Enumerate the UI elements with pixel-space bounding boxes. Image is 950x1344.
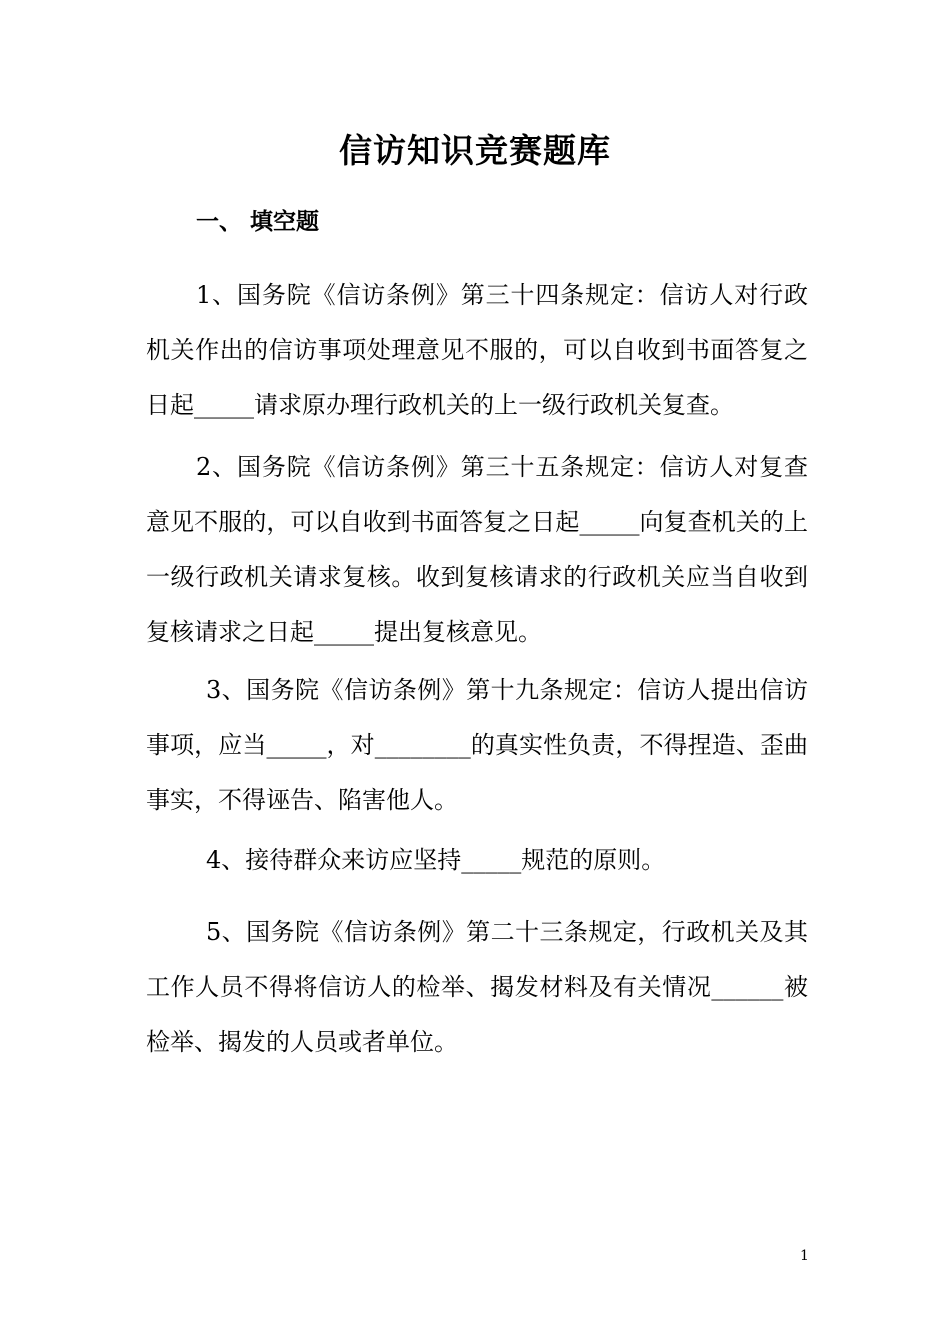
page-title: 信访知识竞赛题库 [339,131,611,170]
question-1: 1、国务院《信访条例》第三十四条规定：信访人对行政机关作出的信访事项处理意见不服的，可以自收到书面答复之日起_____请求原办理行政机关的上一级行政机关复查。 [146,281,808,419]
section-heading: 一、 填空题 [196,208,320,235]
page-number: 1 [800,1248,809,1264]
question-2: 2、国务院《信访条例》第三十五条规定：信访人对复查意见不服的，可以自收到书面答复之日起_____向复查机关的上一级行政机关请求复核。收到复核请求的行政机关应当自收到复核请求之日起_____提出复核意见。 [146,453,808,646]
question-5: 5、国务院《信访条例》第二十三条规定，行政机关及其工作人员不得将信访人的检举、揭发材料及有关情况______被检举、揭发的人员或者单位。 [146,918,808,1056]
question-3: 3、国务院《信访条例》第十九条规定：信访人提出信访事项，应当_____，对________的真实性负责，不得捏造、歪曲事实，不得诬告、陷害他人。 [146,676,808,814]
question-4: 4、接待群众来访应坚持_____规范的原则。 [206,846,666,874]
